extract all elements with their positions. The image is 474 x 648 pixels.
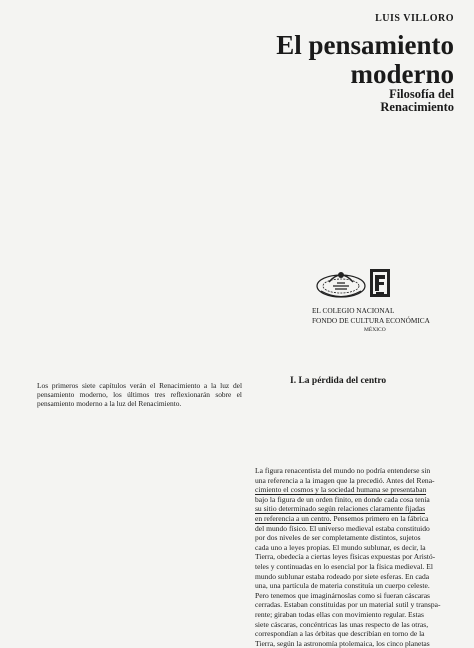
body-line [255,504,455,514]
underlined-text: en referencia a un centro. [255,513,332,523]
body-line [255,495,455,505]
body-text-segment: rente; giraban todas ellas con movimiento regular. Estas [255,609,424,619]
chapter-body-text [255,466,455,648]
body-line [255,620,455,630]
body-line [255,639,455,648]
fce-logo-icon [370,269,390,297]
intro-paragraph: Los primeros siete capítulos verán el Renacimiento a la luz del pensamiento moderno, los últimos tres reflexionarán sobre el pensamiento moderno a la luz del Renacimiento. [37,381,242,409]
body-text-segment: una, una partícula de materia constituía un cuerpo celeste. [255,581,430,591]
publisher-logos [313,266,393,300]
book-title [276,31,454,89]
chapter-heading: I. La pérdida del centro [290,376,387,386]
body-line [255,514,455,524]
body-text-segment: por dos niveles de ser completamente distintos, sujetos [255,533,421,543]
body-line [255,581,455,591]
publisher-city: MÉXICO [364,327,386,333]
colegio-nacional-emblem-icon [317,272,365,297]
body-text-segment: siete cáscaras, concéntricas las unas respecto de las otras, [255,619,429,629]
body-text-segment: Tierra, según la astronomía ptolemaica, los cinco planetas [255,638,430,648]
publisher-block [312,306,430,334]
body-line [255,600,455,610]
body-line [255,533,455,543]
publisher-line: EL COLEGIO NACIONAL [312,306,395,315]
subtitle-line: Renacimiento [380,100,454,114]
author-name: LUIS VILLORO [375,13,454,24]
underlined-text: su sitio determinado según relaciones claramente fijadas [255,504,426,514]
body-text-segment: cerradas. Estaban constituidas por un material sutil y transpa- [255,600,441,610]
body-line [255,552,455,562]
body-line [255,543,455,553]
body-line [255,610,455,620]
underlined-text: Antes del Rena- [385,475,435,485]
body-text-segment: correspondían a las órbitas que describían en torno de la [255,629,425,639]
subtitle-line: Filosofía del [389,87,454,101]
body-line [255,562,455,572]
title-line: El pensamiento [276,30,454,60]
body-text-segment: una referencia a la imagen que la precedió. [255,475,386,485]
body-text-segment: Pensemos primero en la fábrica [331,513,429,523]
body-line [255,476,455,486]
underlined-text: cimiento el cosmos y la sociedad humana se presentaban [255,485,427,495]
body-line [255,591,455,601]
body-text-segment: Tierra, obedecía a ciertas leyes físicas expuestas por Aristó- [255,552,436,562]
body-text-segment: del mundo físico. El universo medieval estaba constituido [255,523,430,533]
underlined-text: bajo la figura de un orden finito, en donde cada cosa tenía [255,494,430,504]
body-text-segment: mundo sublunar estaba rodeado por siete esferas. En cada [255,571,430,581]
body-text-segment: cada uno a leyes propias. El mundo sublunar, es decir, la [255,542,426,552]
body-line [255,524,455,534]
body-line [255,629,455,639]
body-text-segment: La figura renacentista del mundo no podría entenderse sin [255,466,431,475]
title-line: moderno [350,59,454,89]
book-subtitle [380,88,454,114]
publisher-line: FONDO DE CULTURA ECONÓMICA [312,316,430,325]
body-line [255,485,455,495]
body-line [255,466,455,476]
body-text-segment: teles y continuadas en lo esencial por la física medieval. El [255,561,433,571]
body-line [255,572,455,582]
body-text-segment: Pero tenemos que imaginárnoslas como si fueran cáscaras [255,590,430,600]
